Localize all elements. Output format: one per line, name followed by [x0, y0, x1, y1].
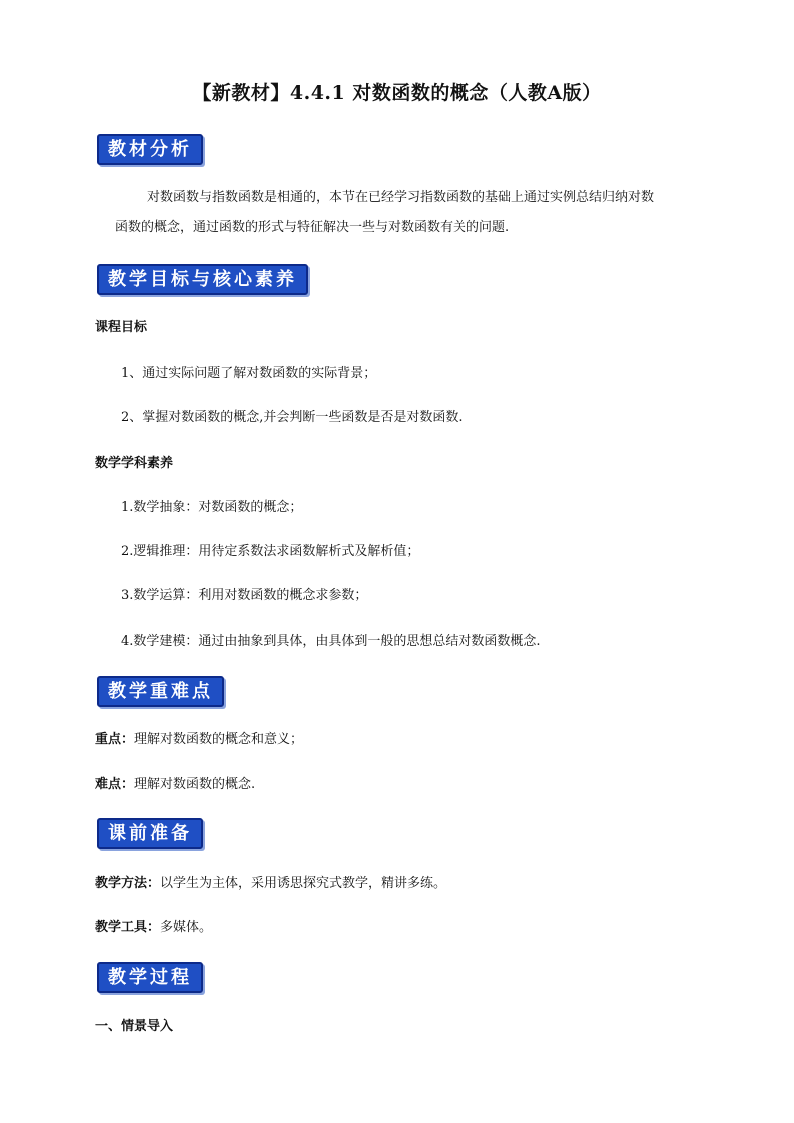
- course-goal-item: 1、通过实际问题了解对数函数的实际背景；: [121, 366, 377, 381]
- difficulty-label: 难点：: [95, 777, 135, 792]
- section-badge-goals: 教学目标与核心素养: [97, 264, 308, 295]
- document-title: 【新教材】4.4.1 对数函数的概念（人教A版）: [192, 82, 602, 104]
- course-goals-heading: 课程目标: [95, 320, 148, 335]
- process-step1-heading: 一、情景导入: [95, 1019, 174, 1034]
- literacy-item: 3.数学运算：利用对数函数的概念求参数；: [121, 588, 368, 603]
- analysis-paragraph: [115, 183, 701, 243]
- tools-line: [95, 918, 212, 938]
- method-line: [95, 874, 446, 894]
- tools-label: 教学工具：: [95, 920, 161, 935]
- difficulty-line: [95, 775, 255, 795]
- section-badge-analysis: 教材分析: [97, 134, 203, 165]
- section-badge-process: 教学过程: [97, 962, 203, 993]
- analysis-paragraph-line2: 函数的概念，通过函数的形式与特征解决一些与对数函数有关的问题.: [115, 220, 510, 235]
- literacy-item: 4.数学建模：通过由抽象到具体，由具体到一般的思想总结对数函数概念.: [121, 634, 541, 649]
- focus-label: 重点：: [95, 732, 135, 747]
- literacy-item: 2.逻辑推理：用待定系数法求函数解析式及解析值；: [121, 544, 420, 559]
- method-label: 教学方法：: [95, 876, 161, 891]
- method-text: 以学生为主体，采用诱思探究式教学，精讲多练。: [160, 876, 447, 891]
- tools-text: 多媒体。: [160, 920, 213, 935]
- focus-line: [95, 730, 303, 750]
- focus-text: 理解对数函数的概念和意义；: [134, 732, 304, 747]
- literacy-heading: 数学学科素养: [95, 456, 174, 471]
- section-badge-preparation: 课前准备: [97, 818, 203, 849]
- section-badge-key-points: 教学重难点: [97, 676, 224, 707]
- course-goal-item: 2、掌握对数函数的概念,并会判断一些函数是否是对数函数.: [121, 410, 463, 425]
- analysis-paragraph-line1: 对数函数与指数函数是相通的，本节在已经学习指数函数的基础上通过实例总结归纳对数: [147, 190, 655, 205]
- difficulty-text: 理解对数函数的概念.: [134, 777, 256, 792]
- literacy-item: 1.数学抽象：对数函数的概念；: [121, 500, 303, 515]
